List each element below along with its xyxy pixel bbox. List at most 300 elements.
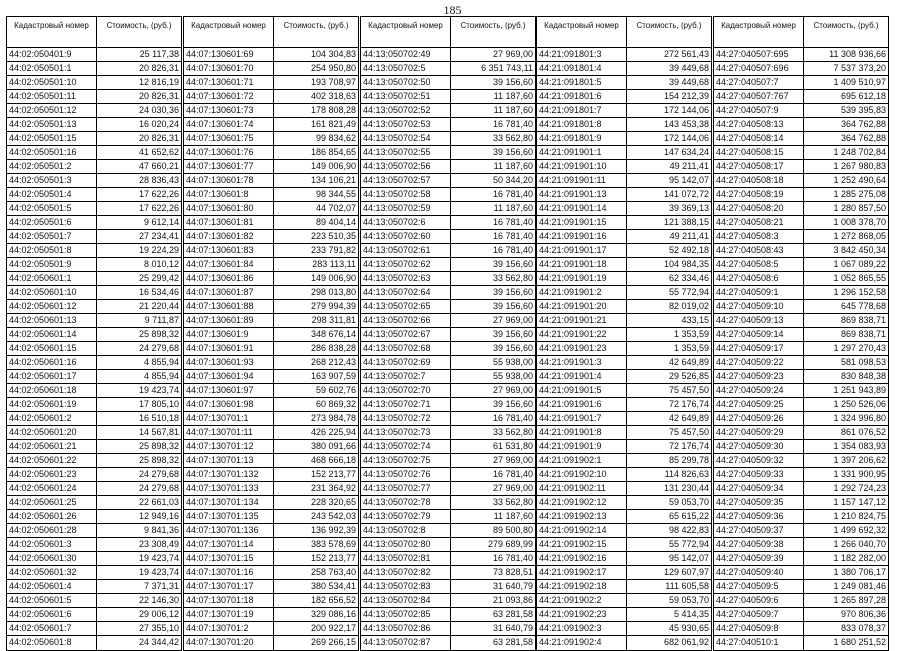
cadastral-table (536, 16, 712, 651)
cadastral-number-cell: 44:27:040508:14 (714, 132, 804, 145)
table-row (184, 594, 358, 608)
table-row (184, 454, 358, 468)
cost-cell: 20 826,31 (138, 63, 179, 73)
table-row (714, 90, 888, 104)
cost-cell: 869 838,71 (840, 315, 886, 325)
cadastral-number-cell: 44:21:091902:13 (537, 510, 627, 523)
table-row (7, 230, 181, 244)
cost-cell: 1 331 900,95 (833, 469, 886, 479)
table-row (537, 496, 711, 510)
cost-cell: 243 542,03 (310, 511, 356, 521)
cadastral-number-cell: 44:27:040509:5 (714, 580, 804, 593)
cost-cell: 228 320,65 (310, 497, 356, 507)
cadastral-number-cell: 44:21:091901:21 (537, 314, 627, 327)
table-row (537, 426, 711, 440)
table-row (184, 552, 358, 566)
cadastral-number-cell: 44:21:091901:23 (537, 342, 627, 355)
table-row (7, 398, 181, 412)
cadastral-table (6, 16, 182, 651)
cadastral-number-cell: 44:21:091902:23 (537, 608, 627, 621)
cost-cell: 539 395,83 (840, 105, 886, 115)
table-row (537, 174, 711, 188)
table-row (714, 272, 888, 286)
cadastral-number-cell: 44:27:040509:38 (714, 538, 804, 551)
table-row (184, 90, 358, 104)
cadastral-number-cell: 44:07:130601:88 (184, 300, 274, 313)
cost-cell: 364 762,88 (840, 119, 886, 129)
table-row (7, 244, 181, 258)
table-row (537, 132, 711, 146)
cadastral-number-cell: 44:13:050702:6 (361, 216, 451, 229)
cadastral-number-cell: 44:02:050601:16 (7, 356, 97, 369)
cost-cell: 104 304,83 (310, 49, 356, 59)
table-row (537, 510, 711, 524)
cadastral-number-cell: 44:02:050501:16 (7, 146, 97, 159)
cadastral-table (360, 16, 536, 651)
cadastral-number-cell: 44:13:050702:62 (361, 258, 451, 271)
cost-cell: 55 938,00 (492, 357, 533, 367)
cadastral-number-cell: 44:27:040509:13 (714, 314, 804, 327)
cost-cell: 16 781,40 (492, 469, 533, 479)
cadastral-number-cell: 44:27:040509:23 (714, 370, 804, 383)
table-row (7, 132, 181, 146)
table-row (361, 356, 535, 370)
cost-cell: 11 187,60 (493, 203, 533, 213)
table-row (361, 314, 535, 328)
table-row (7, 314, 181, 328)
cost-cell: 1 397 206,62 (833, 455, 886, 465)
cost-cell: 39 449,68 (668, 77, 709, 87)
cost-cell: 72 176,74 (668, 399, 709, 409)
cadastral-number-cell: 44:13:050702:79 (361, 510, 451, 523)
cadastral-number-cell: 44:27:040508:43 (714, 244, 804, 257)
cadastral-number-cell: 44:13:050702:69 (361, 356, 451, 369)
table-row (184, 202, 358, 216)
table-row (7, 440, 181, 454)
table-row (537, 440, 711, 454)
cadastral-number-cell: 44:27:040508:17 (714, 160, 804, 173)
table-row (361, 48, 535, 62)
cadastral-number-cell: 44:02:050501:3 (7, 174, 97, 187)
cost-cell: 149 006,90 (310, 273, 356, 283)
table-row (714, 118, 888, 132)
table-row (184, 510, 358, 524)
cost-cell: 131 230,44 (663, 483, 709, 493)
cadastral-number-cell: 44:02:050601:2 (7, 412, 97, 425)
cadastral-number-cell: 44:21:091901:20 (537, 300, 627, 313)
table-row (184, 174, 358, 188)
cadastral-number-cell: 44:27:040509:30 (714, 440, 804, 453)
cost-cell: 41 652,62 (138, 147, 179, 157)
table-row (714, 622, 888, 636)
table-row (714, 342, 888, 356)
cost-cell: 65 615,22 (668, 511, 709, 521)
cadastral-number-cell: 44:02:050501:1 (7, 62, 97, 75)
cost-cell: 869 838,71 (840, 329, 886, 339)
cadastral-number-cell: 44:07:130601:91 (184, 342, 274, 355)
cost-cell: 16 781,40 (492, 553, 533, 563)
cadastral-number-cell: 44:13:050702:83 (361, 580, 451, 593)
cost-cell: 47 660,21 (138, 161, 179, 171)
cost-cell: 1 353,59 (673, 329, 709, 339)
cadastral-number-cell: 44:13:050702:55 (361, 146, 451, 159)
table-row (537, 272, 711, 286)
cadastral-number-cell: 44:21:091801:4 (537, 62, 627, 75)
cadastral-number-cell: 44:07:130701:1 (184, 412, 274, 425)
table-row (184, 160, 358, 174)
table-row (7, 356, 181, 370)
header-cadastral-number: Кадастровый номер (537, 17, 627, 47)
table-row (184, 538, 358, 552)
cadastral-number-cell: 44:27:040508:15 (714, 146, 804, 159)
cost-cell: 29 006,12 (138, 609, 179, 619)
cost-cell: 89 500,80 (492, 525, 533, 535)
cost-cell: 433,15 (681, 315, 709, 325)
cadastral-number-cell: 44:13:050702:52 (361, 104, 451, 117)
table-row (537, 370, 711, 384)
cadastral-number-cell: 44:07:130601:89 (184, 314, 274, 327)
cadastral-number-cell: 44:07:130601:75 (184, 132, 274, 145)
table-row (361, 272, 535, 286)
cost-cell: 25 898,32 (138, 455, 179, 465)
table-row (184, 328, 358, 342)
table-row (184, 76, 358, 90)
cadastral-number-cell: 44:21:091901:13 (537, 188, 627, 201)
cadastral-number-cell: 44:21:091902:18 (537, 580, 627, 593)
cadastral-number-cell: 44:21:091902:11 (537, 482, 627, 495)
cost-cell: 27 969,00 (492, 385, 533, 395)
cost-cell: 59 053,70 (668, 497, 709, 507)
cadastral-number-cell: 44:02:050601:15 (7, 342, 97, 355)
table-row (537, 188, 711, 202)
table-row (184, 146, 358, 160)
cost-cell: 52 492,18 (668, 245, 709, 255)
cost-cell: 1 296 152,58 (833, 287, 886, 297)
table-row (184, 300, 358, 314)
table-row (361, 300, 535, 314)
cost-cell: 55 772,94 (668, 287, 709, 297)
cadastral-number-cell: 44:27:040510:1 (714, 636, 804, 650)
cost-cell: 223 510,35 (310, 231, 356, 241)
cadastral-number-cell: 44:13:050702:50 (361, 76, 451, 89)
table-row (184, 608, 358, 622)
table-row (537, 566, 711, 580)
cost-cell: 20 826,31 (138, 91, 179, 101)
cost-cell: 19 423,74 (138, 567, 179, 577)
cost-cell: 1 285 275,08 (833, 189, 886, 199)
cost-cell: 33 562,80 (492, 497, 533, 507)
cadastral-number-cell: 44:27:040508:20 (714, 202, 804, 215)
table-row (7, 48, 181, 62)
cost-cell: 136 992,39 (310, 525, 356, 535)
table-row (714, 62, 888, 76)
table-row (7, 216, 181, 230)
table-row (714, 76, 888, 90)
table-row (537, 258, 711, 272)
cost-cell: 99 834,62 (315, 133, 356, 143)
cost-cell: 27 969,00 (492, 483, 533, 493)
cadastral-number-cell: 44:07:130601:72 (184, 90, 274, 103)
cost-cell: 19 423,74 (138, 553, 179, 563)
cost-cell: 4 855,94 (143, 357, 179, 367)
table-row (184, 258, 358, 272)
table-row (7, 202, 181, 216)
cost-cell: 49 211,41 (669, 231, 709, 241)
table-row (537, 454, 711, 468)
cost-cell: 695 612,18 (840, 91, 886, 101)
table-row (361, 482, 535, 496)
cadastral-number-cell: 44:27:040508:18 (714, 174, 804, 187)
table-row (7, 76, 181, 90)
table-row (714, 174, 888, 188)
cadastral-number-cell: 44:02:050501:4 (7, 188, 97, 201)
cadastral-number-cell: 44:27:040508:3 (714, 230, 804, 243)
table-row (361, 566, 535, 580)
cost-cell: 161 821,49 (310, 119, 356, 129)
cost-cell: 9 711,87 (144, 315, 179, 325)
table-row (714, 468, 888, 482)
cadastral-number-cell: 44:02:050501:5 (7, 202, 97, 215)
cost-cell: 60 869,32 (315, 399, 356, 409)
table-row (714, 426, 888, 440)
table-row (184, 580, 358, 594)
table-row (7, 384, 181, 398)
cadastral-number-cell: 44:07:130701:16 (184, 566, 274, 579)
cost-cell: 27 234,41 (138, 231, 179, 241)
cost-cell: 141 072,72 (663, 189, 709, 199)
cost-cell: 172 144,06 (663, 133, 709, 143)
cadastral-number-cell: 44:21:091901:9 (537, 440, 627, 453)
header-cadastral-number: Кадастровый номер (184, 17, 274, 47)
table-row (7, 342, 181, 356)
cost-cell: 59 053,70 (668, 595, 709, 605)
cost-cell: 24 279,68 (138, 469, 179, 479)
table-row (184, 370, 358, 384)
table-row (361, 454, 535, 468)
cost-cell: 17 622,26 (138, 189, 179, 199)
cost-cell: 833 078,37 (840, 623, 886, 633)
table-row (361, 370, 535, 384)
cost-cell: 31 640,79 (492, 623, 533, 633)
cadastral-number-cell: 44:21:091901:17 (537, 244, 627, 257)
table-row (714, 608, 888, 622)
table-row (714, 48, 888, 62)
table-row (184, 622, 358, 636)
cost-cell: 9 612,14 (143, 217, 179, 227)
cost-cell: 49 211,41 (669, 161, 709, 171)
table-row (537, 160, 711, 174)
table-row (537, 90, 711, 104)
cadastral-number-cell: 44:07:130601:82 (184, 230, 274, 243)
cadastral-number-cell: 44:13:050702:53 (361, 118, 451, 131)
cadastral-number-cell: 44:27:040509:39 (714, 552, 804, 565)
cadastral-number-cell: 44:21:091801:7 (537, 104, 627, 117)
table-row (537, 412, 711, 426)
table-row (184, 440, 358, 454)
table-row (714, 440, 888, 454)
table-row (361, 538, 535, 552)
cost-cell: 16 781,40 (492, 231, 533, 241)
table-row (361, 398, 535, 412)
cadastral-number-cell: 44:13:050702:70 (361, 384, 451, 397)
cadastral-number-cell: 44:13:050702:58 (361, 188, 451, 201)
table-row (361, 580, 535, 594)
cadastral-number-cell: 44:13:050702:82 (361, 566, 451, 579)
table-row (184, 216, 358, 230)
cost-cell: 8 010,12 (143, 259, 179, 269)
cadastral-number-cell: 44:21:091901:19 (537, 272, 627, 285)
table-row (184, 342, 358, 356)
cadastral-number-cell: 44:07:130601:8 (184, 188, 274, 201)
cadastral-number-cell: 44:02:050501:12 (7, 104, 97, 117)
table-row (537, 342, 711, 356)
cost-cell: 27 969,00 (492, 315, 533, 325)
cadastral-number-cell: 44:27:040509:33 (714, 468, 804, 481)
table-row (537, 636, 711, 650)
table-row (537, 580, 711, 594)
cost-cell: 1 052 865,55 (833, 273, 886, 283)
cadastral-number-cell: 44:07:130601:81 (184, 216, 274, 229)
cost-cell: 61 531,80 (492, 441, 533, 451)
cadastral-number-cell: 44:27:040509:1 (714, 286, 804, 299)
table-row (714, 146, 888, 160)
cadastral-number-cell: 44:13:050702:77 (361, 482, 451, 495)
table-row (184, 524, 358, 538)
cadastral-number-cell: 44:21:091901:3 (537, 356, 627, 369)
cost-cell: 27 969,00 (492, 455, 533, 465)
cadastral-number-cell: 44:13:050702:85 (361, 608, 451, 621)
cadastral-number-cell: 44:02:050501:10 (7, 76, 97, 89)
cost-cell: 31 640,79 (492, 581, 533, 591)
table-row (184, 412, 358, 426)
cadastral-number-cell: 44:27:040509:7 (714, 608, 804, 621)
table-row (7, 90, 181, 104)
cadastral-number-cell: 44:07:130701:133 (184, 482, 274, 495)
cost-cell: 1 354 083,93 (833, 441, 886, 451)
table-row (361, 258, 535, 272)
table-row (184, 272, 358, 286)
cadastral-number-cell: 44:02:050601:12 (7, 300, 97, 313)
cadastral-number-cell: 44:07:130601:76 (184, 146, 274, 159)
cadastral-number-cell: 44:21:091902:16 (537, 552, 627, 565)
cadastral-number-cell: 44:27:040509:24 (714, 384, 804, 397)
cadastral-number-cell: 44:13:050702:5 (361, 62, 451, 75)
cost-cell: 1 067 089,22 (833, 259, 886, 269)
cadastral-number-cell: 44:02:050601:18 (7, 384, 97, 397)
cadastral-number-cell: 44:07:130601:83 (184, 244, 274, 257)
cost-cell: 1 380 706,17 (833, 567, 886, 577)
table-row (184, 426, 358, 440)
header-cadastral-number: Кадастровый номер (714, 17, 804, 47)
table-header (537, 17, 711, 48)
cadastral-number-cell: 44:27:040509:17 (714, 342, 804, 355)
table-row (184, 314, 358, 328)
table-row (361, 440, 535, 454)
table-row (7, 272, 181, 286)
cadastral-number-cell: 44:21:091901:11 (537, 174, 627, 187)
cost-cell: 134 106,21 (310, 175, 356, 185)
table-row (361, 412, 535, 426)
cost-cell: 172 144,06 (663, 105, 709, 115)
table-row (537, 552, 711, 566)
cadastral-number-cell: 44:02:050601:10 (7, 286, 97, 299)
cadastral-number-cell: 44:27:040509:36 (714, 510, 804, 523)
table-row (7, 62, 181, 76)
cost-cell: 50 344,20 (492, 175, 533, 185)
header-cost: Стоимость, (руб.) (813, 21, 879, 30)
cost-cell: 11 187,60 (493, 91, 533, 101)
table-row (537, 538, 711, 552)
table-row (537, 118, 711, 132)
cadastral-number-cell: 44:27:040509:10 (714, 300, 804, 313)
table-row (7, 412, 181, 426)
cost-cell: 95 142,07 (668, 553, 709, 563)
cost-cell: 22 146,30 (138, 595, 179, 605)
cost-cell: 63 281,58 (492, 637, 533, 647)
table-row (714, 566, 888, 580)
cost-cell: 59 602,76 (315, 385, 356, 395)
table-row (361, 244, 535, 258)
cost-cell: 286 838,28 (310, 343, 356, 353)
cost-cell: 21 093,86 (492, 595, 533, 605)
cadastral-number-cell: 44:27:040508:21 (714, 216, 804, 229)
table-row (714, 188, 888, 202)
cadastral-number-cell: 44:07:130601:70 (184, 62, 274, 75)
cost-cell: 1 324 996,80 (833, 413, 886, 423)
cost-cell: 12 949,16 (138, 511, 179, 521)
cadastral-number-cell: 44:27:040509:8 (714, 622, 804, 635)
cost-cell: 258 763,40 (310, 567, 356, 577)
cadastral-number-cell: 44:21:091901:15 (537, 216, 627, 229)
cost-cell: 329 086,16 (310, 609, 356, 619)
cadastral-number-cell: 44:27:040508:19 (714, 188, 804, 201)
cost-cell: 16 781,40 (492, 189, 533, 199)
table-row (7, 608, 181, 622)
cost-cell: 16 510,18 (138, 413, 179, 423)
cadastral-number-cell: 44:02:050601:28 (7, 524, 97, 537)
cadastral-number-cell: 44:02:050501:11 (7, 90, 97, 103)
cadastral-number-cell: 44:02:050601:20 (7, 426, 97, 439)
table-row (361, 468, 535, 482)
cost-cell: 16 781,40 (492, 217, 533, 227)
cost-cell: 39 156,60 (492, 343, 533, 353)
cadastral-number-cell: 44:07:130701:20 (184, 636, 274, 650)
table-row (537, 76, 711, 90)
cost-cell: 178 808,28 (310, 105, 356, 115)
cadastral-number-cell: 44:07:130701:13 (184, 454, 274, 467)
table-row (7, 146, 181, 160)
table-row (537, 594, 711, 608)
cost-cell: 73 828,51 (492, 567, 533, 577)
table-row (537, 104, 711, 118)
cost-cell: 970 806,36 (840, 609, 886, 619)
table-row (361, 174, 535, 188)
cost-cell: 1 266 040,70 (833, 539, 886, 549)
cost-cell: 1 250 526,06 (833, 399, 886, 409)
cost-cell: 383 578,69 (310, 539, 356, 549)
cadastral-number-cell: 44:21:091902:3 (537, 622, 627, 635)
cost-cell: 1 280 857,50 (833, 203, 886, 213)
cost-cell: 1 297 270,43 (833, 343, 886, 353)
table-row (184, 244, 358, 258)
cadastral-number-cell: 44:13:050702:73 (361, 426, 451, 439)
cadastral-number-cell: 44:13:050702:68 (361, 342, 451, 355)
cost-cell: 1 499 692,32 (833, 525, 886, 535)
cadastral-number-cell: 44:13:050702:76 (361, 468, 451, 481)
cadastral-number-cell: 44:27:040507:767 (714, 90, 804, 103)
cost-cell: 380 534,41 (310, 581, 356, 591)
cadastral-number-cell: 44:13:050702:78 (361, 496, 451, 509)
